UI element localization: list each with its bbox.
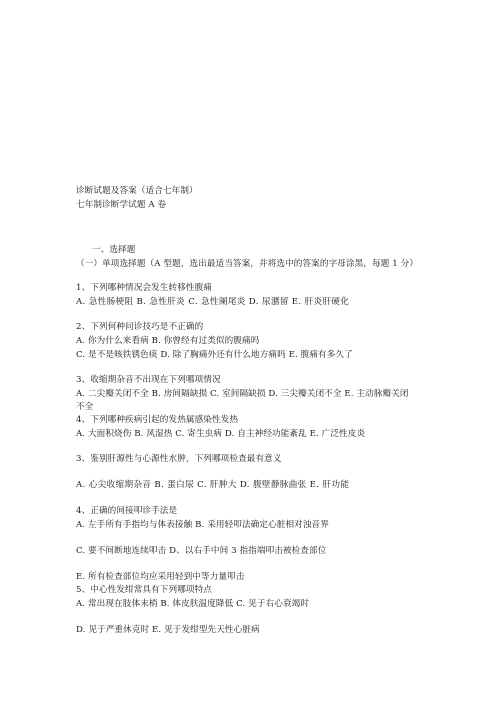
instructions: （一）单项选择题（A 型题，选出最适当答案，并将选中的答案的字母涂黑，每题 1 分）: [76, 259, 419, 269]
question-1: 1、下列哪种情况会发生转移性腹痛: [76, 283, 212, 293]
question-3-options-cont: 不全: [76, 402, 94, 412]
question-2-options-a: A. 你为什么来看病 B. 你曾经有过类似的腹痛吗: [76, 336, 260, 346]
question-2-options-b: C. 是不是咳铁锈色痰 D. 除了胸痛外还有什么地方痛吗 E. 腹痛有多久了: [76, 350, 353, 360]
question-4b-options-b: C. 要不间断地连续叩击 D、以右手中间 3 指指端叩击被检查部位: [76, 546, 327, 556]
doc-title: 诊断试题及答案（适合七年制）: [76, 186, 198, 196]
question-3b-options: A. 心尖收缩期杂音 B. 蛋白尿 C. 肝肿大 D. 腹壁静脉曲张 E. 肝功能: [76, 480, 350, 490]
section-heading: 一、选择题: [92, 245, 136, 255]
question-4: 4、下列哪种疾病引起的发热属感染性发热: [76, 415, 239, 425]
question-1-options: A. 急性肠梗阻 B. 急性肝炎 C. 急性阑尾炎 D. 尿潴留 E. 肝炎肝硬化: [76, 297, 350, 307]
question-5-options-b: D. 见于严重休克时 E. 见于发绀型先天性心脏病: [76, 625, 260, 635]
question-4b-options-a: A. 左手所有手指均与体表接触 B. 采用轻叩法确定心脏相对浊音界: [76, 520, 329, 530]
question-3: 3、收缩期杂音不出现在下列哪项情况: [76, 375, 221, 385]
question-4-options: A. 大面积烧伤 B. 风湿热 C. 寄生虫病 D. 自主神经功能紊乱 E. 广泛性皮炎: [76, 429, 366, 439]
question-3-options: A. 二尖瓣关闭不全 B. 房间隔缺损 C. 室间隔缺损 D. 三尖瓣关闭不全 E. 主动脉瓣关闭: [76, 389, 409, 399]
question-4b-options-c: E. 所有检查部位均应采用轻到中等力量叩击: [76, 572, 245, 582]
question-2: 2、下列何种问诊技巧是不正确的: [76, 322, 204, 332]
question-3b: 3、鉴别肝源性与心源性水肿，下列哪项检查最有意义: [76, 454, 282, 464]
question-5: 5、中心性发绀常具有下列哪项特点: [76, 585, 212, 595]
question-4b: 4、正确的间接叩诊手法是: [76, 506, 178, 516]
doc-subtitle: 七年制诊断学试题 A 卷: [76, 200, 167, 210]
question-5-options-a: A. 常出现在肢体末梢 B. 体皮肤温度降低 C. 见于右心衰竭时: [76, 599, 310, 609]
